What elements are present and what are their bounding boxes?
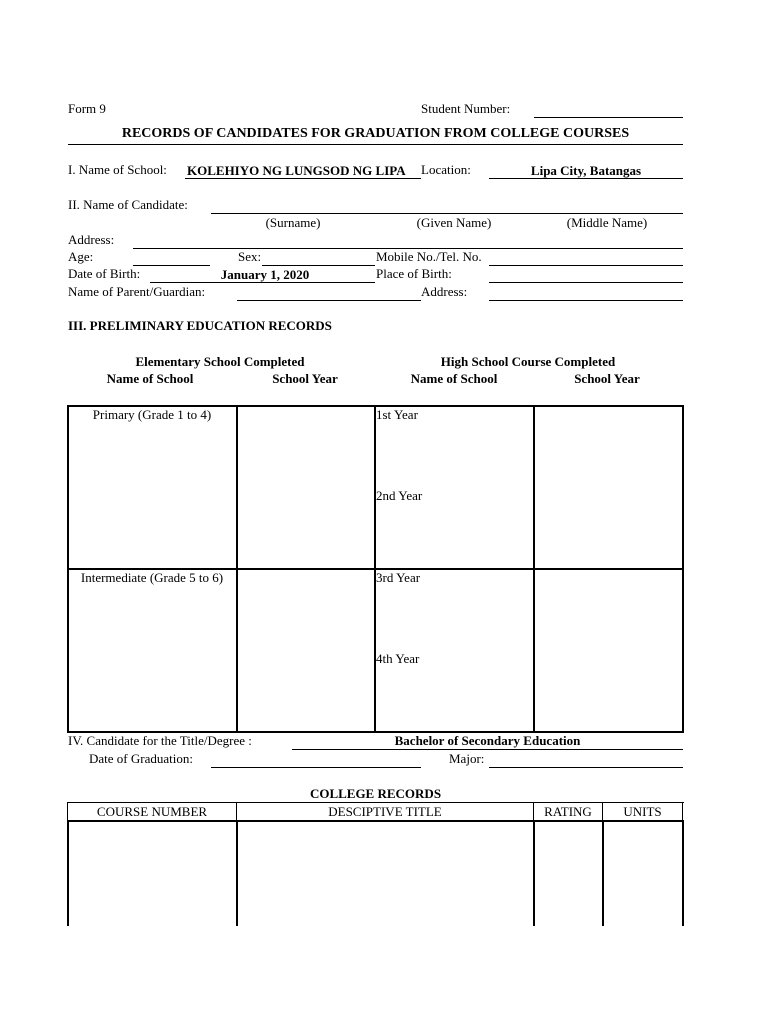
col-course-number: COURSE NUMBER: [96, 804, 208, 819]
mobile-label: Mobile No./Tel. No.: [376, 249, 482, 264]
intermediate-label: Intermediate (Grade 5 to 6): [80, 570, 224, 585]
place-of-birth-label: Place of Birth:: [376, 266, 452, 281]
name-of-candidate-field[interactable]: [211, 213, 683, 214]
college-heading: COLLEGE RECORDS: [309, 786, 442, 801]
dob-field-left[interactable]: [150, 282, 210, 283]
college-divider-3: [602, 820, 604, 926]
title-degree-value: Bachelor of Secondary Education: [394, 733, 581, 748]
page-title: RECORDS OF CANDIDATES FOR GRADUATION FROM COLLEGE COURSES: [121, 126, 630, 141]
age-field[interactable]: [133, 265, 210, 266]
major-label: Major:: [449, 751, 485, 766]
college-right-border: [682, 820, 684, 926]
college-divider-1: [236, 820, 238, 926]
location-field[interactable]: [489, 178, 683, 179]
college-header-border: [67, 820, 684, 822]
high-school-heading: High School Course Completed: [440, 354, 616, 369]
name-of-school-field[interactable]: [185, 178, 421, 179]
college-right-border-head: [682, 802, 683, 820]
title-underline: [68, 144, 683, 145]
primary-label: Primary (Grade 1 to 4): [92, 407, 212, 422]
graduation-field[interactable]: [211, 767, 421, 768]
dob-field[interactable]: [210, 282, 375, 283]
col-units: UNITS: [623, 804, 662, 819]
age-label: Age:: [68, 249, 94, 264]
student-number-field[interactable]: [534, 117, 683, 118]
given-name-caption: (Given Name): [416, 215, 492, 230]
graduation-label: Date of Graduation:: [89, 751, 193, 766]
college-left-border: [67, 820, 69, 926]
major-field[interactable]: [489, 767, 683, 768]
form-label: Form 9: [68, 101, 106, 116]
grid-divider-3: [533, 405, 535, 733]
col-descriptive-title: DESCIPTIVE TITLE: [328, 804, 442, 819]
parent-field[interactable]: [237, 300, 421, 301]
year-4-label: 4th Year: [376, 651, 420, 666]
location-value: Lipa City, Batangas: [530, 163, 642, 178]
year-3-label: 3rd Year: [376, 570, 421, 585]
name-of-school-value: KOLEHIYO NG LUNGSOD NG LIPA: [187, 163, 406, 178]
hs-school-year-col: School Year: [574, 371, 640, 386]
address-label: Address:: [68, 232, 115, 247]
grid-right-border: [682, 405, 684, 733]
sex-label: Sex:: [238, 249, 262, 264]
parent-address-field[interactable]: [489, 300, 683, 301]
surname-caption: (Surname): [265, 215, 321, 230]
parent-label: Name of Parent/Guardian:: [68, 284, 206, 299]
elementary-heading: Elementary School Completed: [135, 354, 305, 369]
parent-address-label: Address:: [421, 284, 468, 299]
place-of-birth-field[interactable]: [489, 282, 683, 283]
year-1-label: 1st Year: [376, 407, 418, 422]
year-2-label: 2nd Year: [376, 488, 423, 503]
name-of-school-label: I. Name of School:: [68, 162, 167, 177]
title-degree-field[interactable]: [292, 749, 683, 750]
elem-name-of-school-col: Name of School: [106, 371, 194, 386]
col-rating: RATING: [544, 804, 592, 819]
elem-school-year-col: School Year: [272, 371, 338, 386]
dob-value: January 1, 2020: [220, 267, 310, 282]
name-of-candidate-label: II. Name of Candidate:: [68, 197, 188, 212]
sex-field[interactable]: [262, 265, 375, 266]
middle-name-caption: (Middle Name): [566, 215, 648, 230]
mobile-field[interactable]: [489, 265, 683, 266]
college-divider-2: [533, 820, 535, 926]
preliminary-heading: III. PRELIMINARY EDUCATION RECORDS: [68, 318, 332, 333]
location-label: Location:: [421, 162, 471, 177]
grid-divider-1: [236, 405, 238, 733]
grid-left-border: [67, 405, 69, 733]
hs-name-of-school-col: Name of School: [410, 371, 498, 386]
grid-divider-2: [374, 405, 376, 733]
dob-label: Date of Birth:: [68, 266, 141, 281]
student-number-label: Student Number:: [421, 101, 511, 116]
college-top-border: [67, 802, 684, 803]
title-degree-label: IV. Candidate for the Title/Degree :: [68, 733, 252, 748]
